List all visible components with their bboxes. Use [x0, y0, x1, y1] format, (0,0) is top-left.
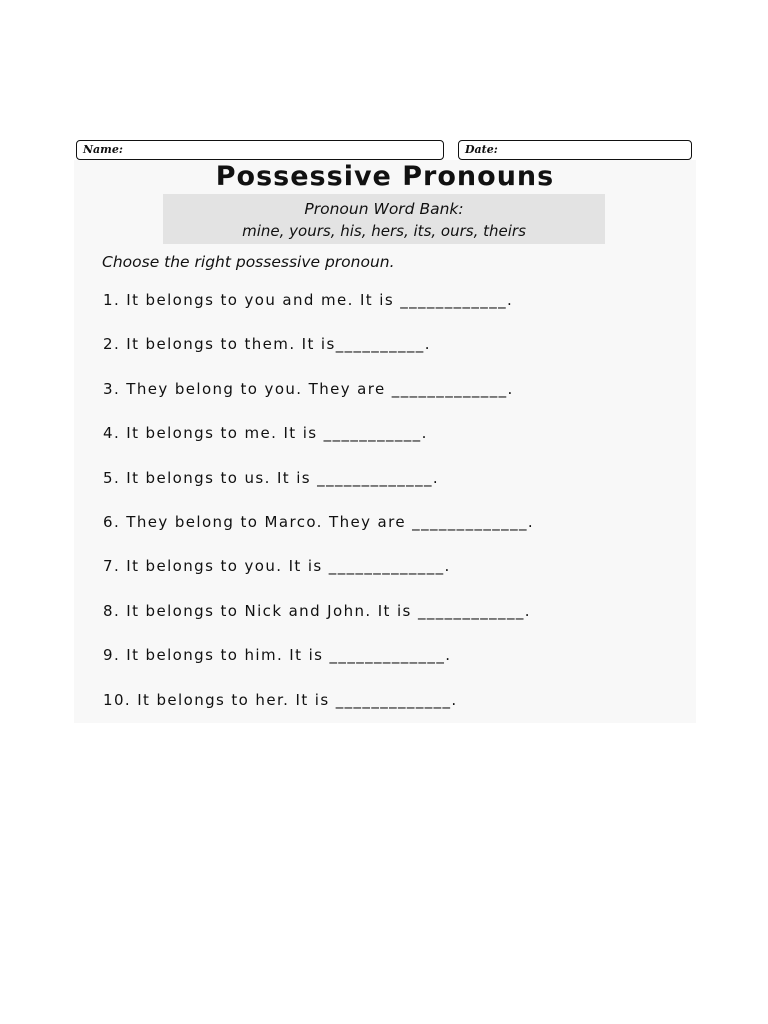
worksheet-title: Possessive Pronouns [215, 161, 555, 192]
question-2: 2. It belongs to them. It is__________. [103, 335, 431, 354]
question-5: 5. It belongs to us. It is _____________. [103, 468, 440, 487]
question-10: 10. It belongs to her. It is _____________. [103, 690, 458, 709]
question-4: 4. It belongs to me. It is ___________. [103, 424, 428, 443]
instruction: Choose the right possessive pronoun. [102, 253, 395, 271]
word-bank [163, 194, 605, 244]
question-7: 7. It belongs to you. It is _____________. [103, 557, 451, 576]
date-label: Date: [465, 143, 498, 156]
question-8: 8. It belongs to Nick and John. It is ____________. [103, 601, 531, 620]
question-1: 1. It belongs to you and me. It is ____________. [103, 291, 514, 309]
question-3: 3. They belong to you. They are _____________. [103, 379, 514, 398]
word-bank-title: Pronoun Word Bank: [304, 200, 464, 218]
question-9: 9. It belongs to him. It is _____________. [103, 646, 452, 665]
question-6: 6. They belong to Marco. They are _____________. [103, 512, 535, 531]
word-bank-words: mine, yours, his, hers, its, ours, theirs [242, 222, 526, 240]
question-list [103, 287, 534, 731]
name-label: Name: [83, 143, 123, 156]
